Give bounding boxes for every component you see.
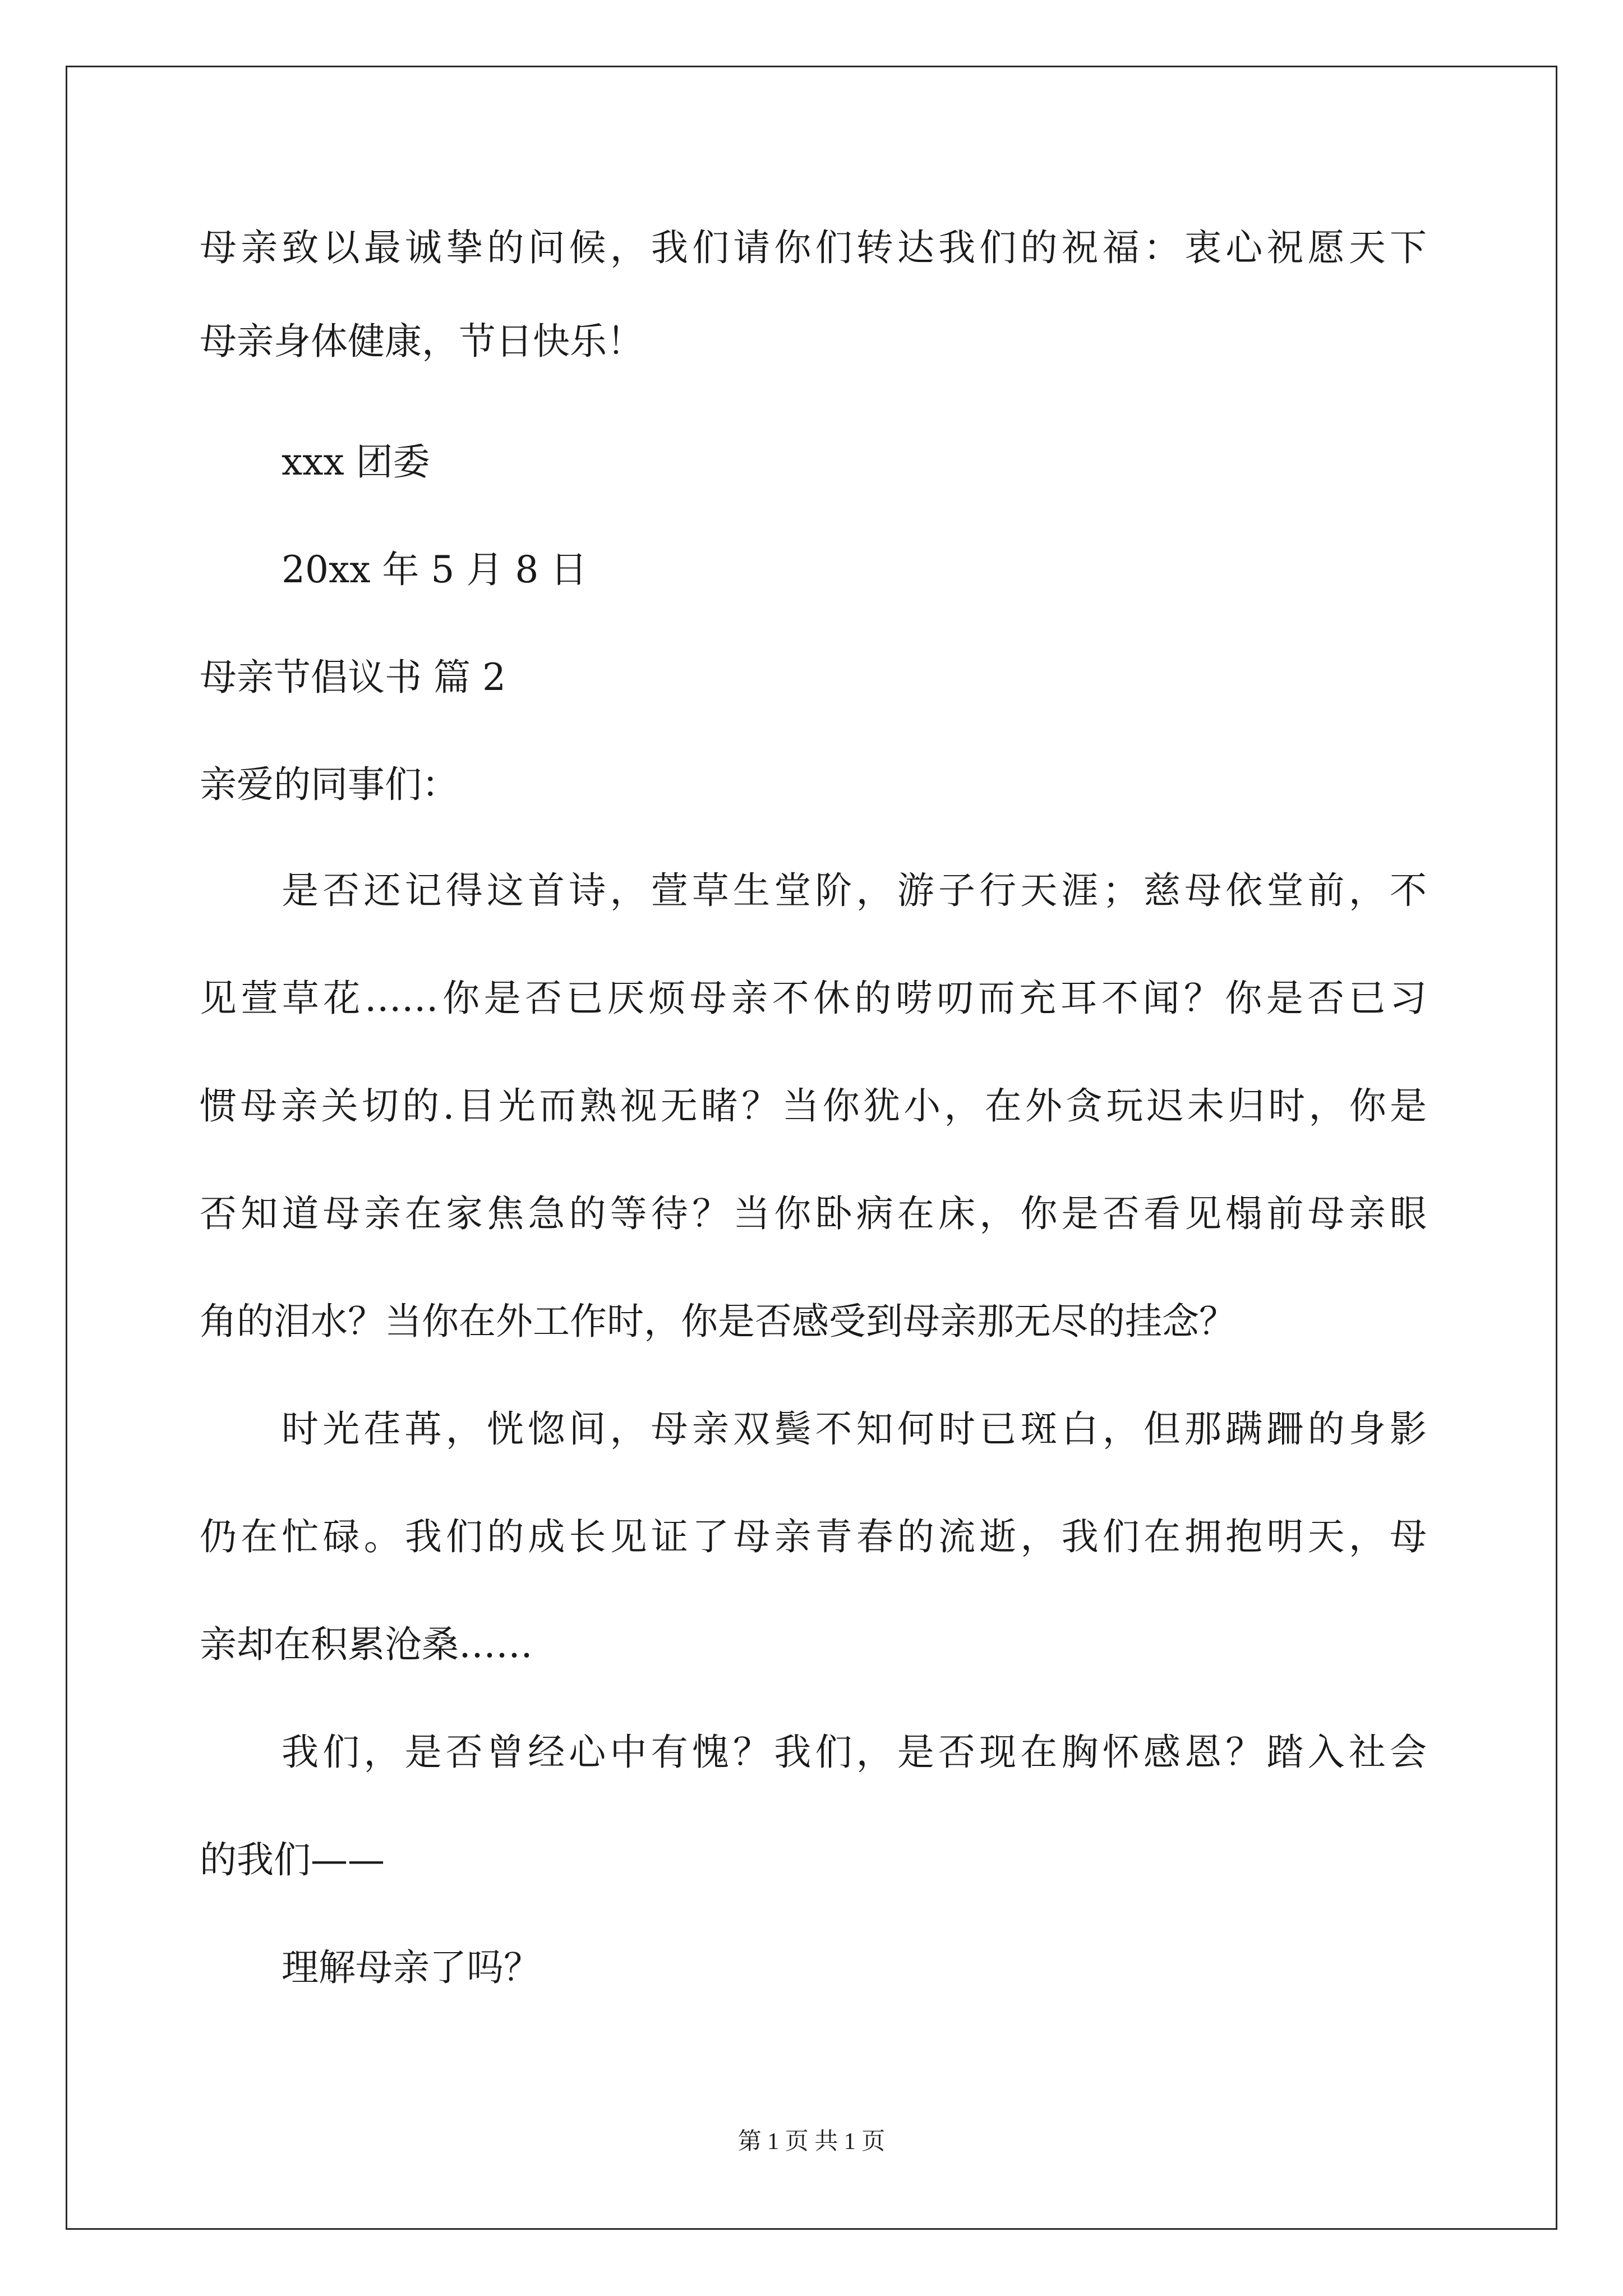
paragraph-line: 见萱草花……你是否已厌烦母亲不休的唠叨而充耳不闻？你是否已习 <box>200 977 1427 1020</box>
paragraph-line: 理解母亲了吗？ <box>282 1946 541 1989</box>
paragraph-line: 是否还记得这首诗，萱草生堂阶，游子行天涯；慈母依堂前，不 <box>282 869 1427 912</box>
salutation: 亲爱的同事们： <box>200 763 459 806</box>
paragraph-line: 的我们—— <box>200 1838 385 1881</box>
paragraph-line: 角的泪水？当你在外工作时，你是否感受到母亲那无尽的挂念？ <box>200 1300 1236 1343</box>
page-border <box>66 66 1557 2230</box>
paragraph-line: 惯母亲关切的.目光而熟视无睹？当你犹小，在外贪玩迟未归时，你是 <box>200 1084 1427 1128</box>
paragraph-line: 仍在忙碌。我们的成长见证了母亲青春的流逝，我们在拥抱明天，母 <box>200 1515 1427 1558</box>
paragraph-line: 时光荏苒，恍惚间，母亲双鬓不知何时已斑白，但那蹒跚的身影 <box>282 1407 1427 1451</box>
body-line: 母亲致以最诚挚的问候，我们请你们转达我们的祝福：衷心祝愿天下 <box>200 226 1427 269</box>
paragraph-line: 亲却在积累沧桑…… <box>200 1623 533 1666</box>
paragraph-line: 我们，是否曾经心中有愧？我们，是否现在胸怀感恩？踏入社会 <box>282 1731 1427 1774</box>
section-heading: 母亲节倡议书 篇 2 <box>200 656 506 699</box>
paragraph-line: 否知道母亲在家焦急的等待？当你卧病在床，你是否看见榻前母亲眼 <box>200 1192 1427 1235</box>
page-number-footer: 第 1 页 共 1 页 <box>737 2129 886 2155</box>
body-line: 母亲身体健康，节日快乐！ <box>200 320 644 363</box>
signature-date: 20xx 年 5 月 8 日 <box>282 548 588 591</box>
signature-org: xxx 团委 <box>282 440 430 484</box>
